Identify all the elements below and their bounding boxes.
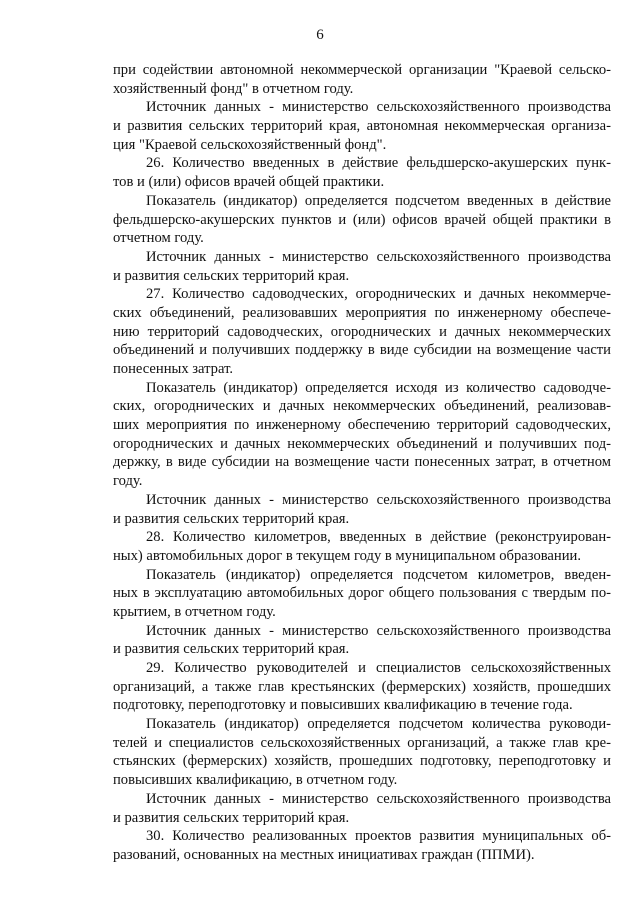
text-line: разований, основанных на местных инициативах граждан (ППМИ). (113, 846, 535, 863)
text-line: 28. Количество километров, введенных в действие (реконструирован- (146, 529, 611, 546)
text-line: ших мероприятия по инженерному обеспечению территорий садоводческих, (113, 417, 611, 434)
text-line: повысивших квалификацию, в отчетном году. (113, 772, 398, 789)
text-line: крытием, в отчетном году. (113, 603, 276, 620)
text-line: стьянских (фермерских) хозяйств, прошедших подготовку, переподготовку и (113, 753, 611, 770)
text-line: ных) автомобильных дорог в текущем году в муниципальном образовании. (113, 547, 581, 564)
text-line: Источник данных - министерство сельскохозяйственного производства (146, 491, 611, 508)
text-line: Показатель (индикатор) определяется подсчетом количества руководи- (146, 716, 611, 733)
text-line: 29. Количество руководителей и специалистов сельскохозяйственных (146, 660, 611, 676)
text-line: и развития сельских территорий края, автономная некоммерческая организа- (113, 118, 611, 135)
text-line: году. (113, 473, 143, 490)
text-line: отчетном году. (113, 230, 204, 247)
text-line: подготовку, переподготовку и повысивших квалификацию в течение года. (113, 697, 573, 714)
text-line: 30. Количество реализованных проектов развития муниципальных об- (146, 828, 611, 845)
text-line: Источник данных - министерство сельскохозяйственного производства (146, 99, 611, 116)
text-line: огороднических и дачных некоммерческих объединений и получивших под- (113, 435, 611, 452)
text-line: хозяйственный фонд" в отчетном году. (113, 80, 354, 97)
text-line: ция "Краевой сельскохозяйственный фонд". (113, 136, 387, 153)
text-line: ских, огороднических и дачных некоммерческих объединений, реализовав- (113, 398, 611, 415)
text-line: ских объединений, реализовавших мероприятия по инженерному обеспече- (113, 304, 611, 321)
text-line: Показатель (индикатор) определяется подсчетом километров, введен- (146, 566, 611, 583)
text-line: фельдшерско-акушерских пунктов и (или) офисов врачей общей практики в (113, 211, 611, 228)
text-line: понесенных затрат. (113, 361, 234, 377)
text-line: 27. Количество садоводческих, огороднических и дачных некоммерче- (146, 286, 611, 303)
text-line: нию территорий садоводческих, огороднических и дачных некоммерческих (113, 323, 611, 340)
text-line: Источник данных - министерство сельскохозяйственного производства (146, 622, 611, 639)
text-line: и развития сельских территорий края. (113, 267, 350, 284)
text-line: Показатель (индикатор) определяется подсчетом введенных в действие (146, 192, 611, 209)
text-line: Источник данных - министерство сельскохозяйственного производства (146, 248, 611, 265)
text-line: и развития сельских территорий края. (113, 809, 350, 826)
text-line: тов и (или) офисов врачей общей практики. (113, 174, 385, 191)
text-line: Показатель (индикатор) определяется исходя из количество садоводче- (146, 379, 611, 396)
text-line: и развития сельских территорий края. (113, 510, 350, 527)
text-line: организаций, а также глав крестьянских (фермерских) хозяйств, прошедших (113, 678, 611, 695)
text-line: ных в эксплуатацию автомобильных дорог общего пользования с твердым по- (113, 585, 611, 602)
text-line: телей и специалистов сельскохозяйственных организаций, а также глав кре- (113, 734, 611, 751)
text-line: объединений и получивших поддержку в виде субсидии на возмещение части (113, 342, 611, 359)
page-number: 6 (316, 27, 324, 43)
text-line: держку, в виде субсидии на возмещение части понесенных затрат, в отчетном (113, 454, 611, 471)
document-body (113, 61, 611, 865)
text-line: 26. Количество введенных в действие фельдшерско-акушерских пунк- (146, 155, 611, 172)
text-line: Источник данных - министерство сельскохозяйственного производства (146, 790, 611, 807)
text-line: и развития сельских территорий края. (113, 641, 350, 658)
text-line: при содействии автономной некоммерческой организации "Краевой сельско- (113, 62, 611, 78)
